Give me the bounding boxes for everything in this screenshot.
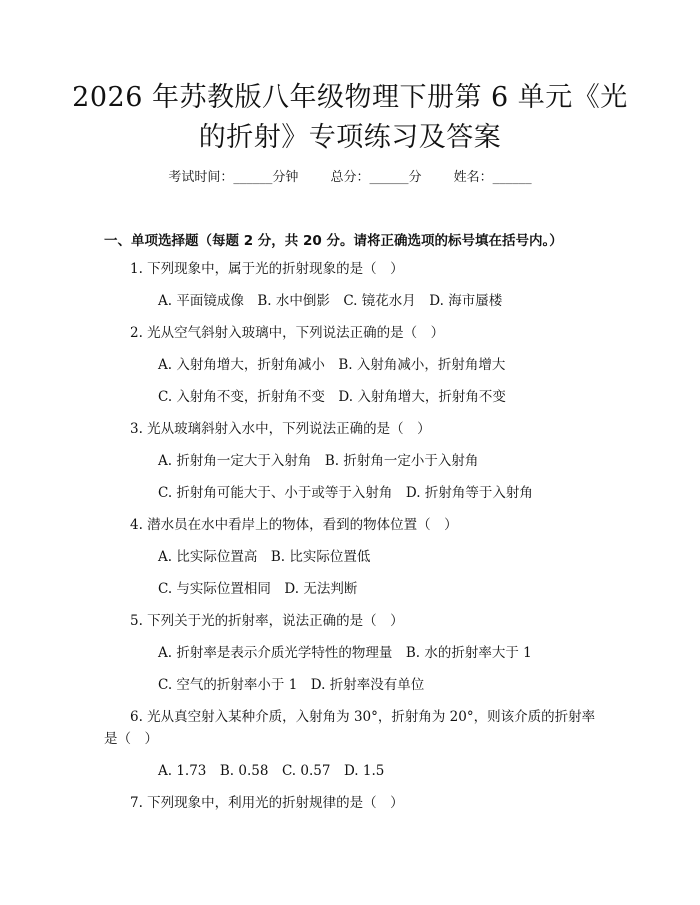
question-stem: 3. 光从玻璃斜射入水中，下列说法正确的是（ ） [130, 421, 431, 437]
question-options: C. 空气的折射率小于 1 D. 折射率没有单位 [158, 677, 425, 693]
question-options: A. 折射率是表示介质光学特性的物理量 B. 水的折射率大于 1 [158, 645, 532, 661]
question-options: C. 折射角可能大于、小于或等于入射角 D. 折射角等于入射角 [158, 485, 533, 501]
question-options: A. 1.73 B. 0.58 C. 0.57 D. 1.5 [158, 763, 385, 779]
question-options: A. 折射角一定大于入射角 B. 折射角一定小于入射角 [158, 453, 479, 469]
question-stem: 1. 下列现象中，属于光的折射现象的是（ ） [130, 261, 404, 277]
question-options: C. 与实际位置相同 D. 无法判断 [158, 581, 358, 597]
title-line-1: 2026 年苏教版八年级物理下册第 6 单元《光 [72, 82, 628, 113]
title-line-2: 的折射》专项练习及答案 [198, 122, 502, 153]
question-options: A. 入射角增大，折射角减小 B. 入射角减小，折射角增大 [158, 357, 506, 373]
question-options: A. 比实际位置高 B. 比实际位置低 [158, 549, 371, 565]
question-options: A. 平面镜成像 B. 水中倒影 C. 镜花水月 D. 海市蜃楼 [158, 293, 503, 309]
exam-info [0, 168, 700, 188]
section-heading: 一、单项选择题（每题 2 分，共 20 分。请将正确选项的标号填在括号内。） [104, 233, 563, 249]
question-stem: 5. 下列关于光的折射率，说法正确的是（ ） [130, 613, 404, 629]
exam-name: 姓名：______ [453, 170, 532, 185]
question-options: C. 入射角不变，折射角不变 D. 入射角增大，折射角不变 [158, 389, 506, 405]
question-stem: 7. 下列现象中，利用光的折射规律的是（ ） [130, 795, 404, 811]
question-stem: 4. 潜水员在水中看岸上的物体，看到的物体位置（ ） [130, 517, 458, 533]
exam-time: 考试时间：______分钟 [168, 170, 299, 185]
exam-score: 总分：______分 [330, 170, 422, 185]
question-stem: 2. 光从空气斜射入玻璃中，下列说法正确的是（ ） [130, 325, 445, 341]
question-stem: 6. 光从真空射入某种介质，入射角为 30°，折射角为 20°，则该介质的折射率是（ ） [104, 709, 596, 747]
document-title [40, 78, 660, 158]
